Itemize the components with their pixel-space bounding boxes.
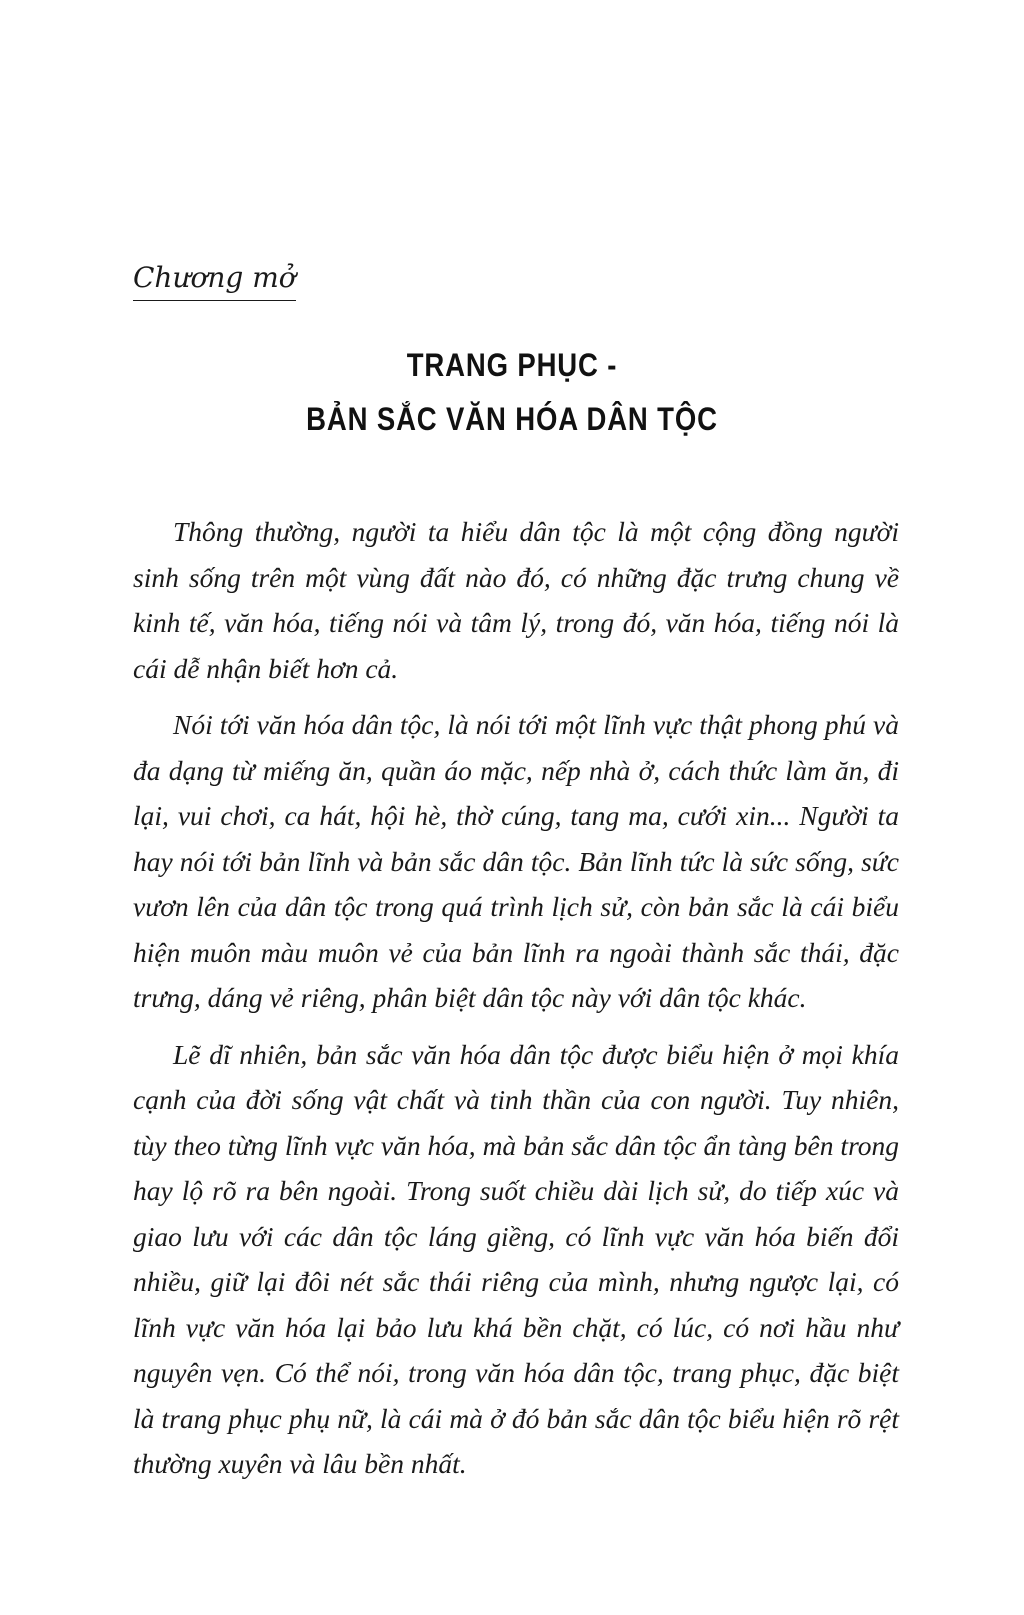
chapter-title-line-1: TRANG PHỤC -: [406, 347, 618, 383]
paragraph-1: Thông thường, người ta hiểu dân tộc là một cộng đồng người sinh sống trên một vùng đất nào đó, có những đặc trưng chung về kinh tế, văn hóa, tiếng nói và tâm lý, trong đó, văn hóa, tiếng nói là cái dễ nhận biết hơn cả.: [133, 516, 899, 684]
chapter-title: [0, 338, 1024, 446]
chapter-title-line-2: BẢN SẮC VĂN HÓA DÂN TỘC: [306, 401, 718, 437]
body-text: [133, 509, 899, 1498]
chapter-label: Chương mở: [133, 258, 296, 301]
paragraph-2: Nói tới văn hóa dân tộc, là nói tới một lĩnh vực thật phong phú và đa dạng từ miếng ăn, quần áo mặc, nếp nhà ở, cách thức làm ăn, đi lại, vui chơi, ca hát, hội hè, thờ cúng, tang ma, cưới xin... Người ta hay nói tới bản lĩnh và bản sắc dân tộc. Bản lĩnh tức là sức sống, sức vươn lên của dân tộc trong quá trình lịch sử, còn bản sắc là cái biểu hiện muôn màu muôn vẻ của bản lĩnh ra ngoài thành sắc thái, đặc trưng, dáng vẻ riêng, phân biệt dân tộc này với dân tộc khác.: [133, 709, 899, 1013]
paragraph-3: Lẽ dĩ nhiên, bản sắc văn hóa dân tộc được biểu hiện ở mọi khía cạnh của đời sống vật chất và tinh thần của con người. Tuy nhiên, tùy theo từng lĩnh vực văn hóa, mà bản sắc dân tộc ẩn tàng bên trong hay lộ rõ ra bên ngoài. Trong suốt chiều dài lịch sử, do tiếp xúc và giao lưu với các dân tộc láng giềng, có lĩnh vực văn hóa biến đổi nhiều, giữ lại đôi nét sắc thái riêng của mình, nhưng ngược lại, có lĩnh vực văn hóa lại bảo lưu khá bền chặt, có lúc, có nơi hầu như nguyên vẹn. Có thể nói, trong văn hóa dân tộc, trang phục, đặc biệt là trang phục phụ nữ, là cái mà ở đó bản sắc dân tộc biểu hiện rõ rệt thường xuyên và lâu bền nhất.: [133, 1038, 899, 1479]
